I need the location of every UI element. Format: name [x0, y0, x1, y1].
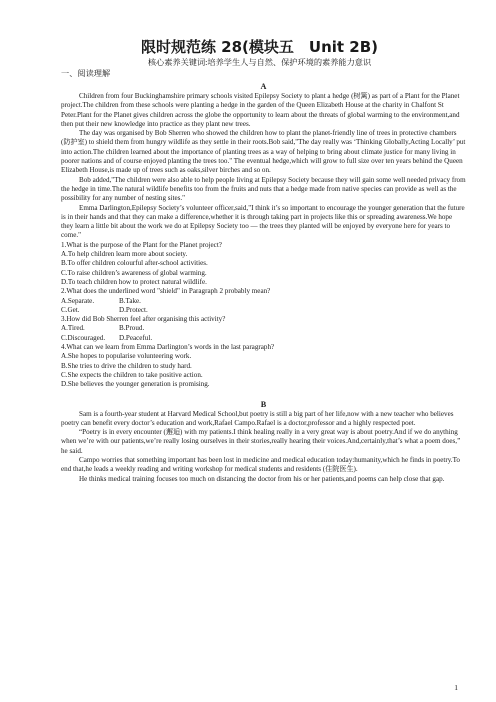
question-1-option-b: B.To offer children colourful after-school activities.	[61, 259, 208, 268]
question-2-option-d: D.Protect.	[119, 305, 148, 314]
question-4-option-c: C.She expects the children to take positive action.	[61, 370, 203, 379]
passage-a-para-1: Children from four Buckinghamshire primary schools visited Epilepsy Society to plant a hedge (树篱) as part of a Plant for the Planet project.The children from these schools were planting a hedge in the garden of the Queen Elizabeth House at the charity in Chalfont St Peter.Plant for the Planet gives children across the globe the opportunity to learn about the threats of global warming to the environment,and then put their new knowledge into practice as they plant new trees.	[61, 92, 460, 128]
passage-b-para-4: He thinks medical training focuses too much on distancing the doctor from his or her patients,and poems can help close that gap.	[79, 474, 445, 483]
question-1-option-a: A.To help children learn more about society.	[61, 250, 188, 259]
question-3: 3.How did Bob Sherren feel after organising this activity?	[61, 315, 226, 324]
question-1-option-d: D.To teach children how to protect natural wildlife.	[61, 277, 207, 286]
question-4-option-d: D.She believes the younger generation is promising.	[61, 380, 210, 389]
question-1: 1.What is the purpose of the Plant for the Planet project?	[61, 240, 222, 249]
question-3-option-b: B.Proud.	[119, 324, 145, 333]
question-3-options-row-1	[61, 324, 466, 333]
passage-a-para-3: Bob added,"The children were also able to help people living at Epilepsy Society because they will gain some well needed privacy from the hedge in time.The natural wildlife benefits too from the fruits and nuts that a hedge made from native species can provide as well as the possibility for any number of nesting sites."	[61, 175, 466, 203]
question-2-option-c: C.Get.	[61, 305, 80, 314]
question-2: 2.What does the underlined word "shield" in Paragraph 2 probably mean?	[61, 287, 271, 296]
question-4-option-a: A.She hopes to popularise volunteering work.	[61, 352, 192, 361]
question-3-options-row-2	[61, 334, 466, 343]
page-number: 1	[454, 683, 458, 692]
question-3-option-d: D.Peaceful.	[119, 333, 153, 342]
page-subtitle: 核心素养关键词:培养学生人与自然、保护环境的素养能力意识	[147, 58, 372, 67]
passage-b-label: B	[260, 399, 267, 409]
passage-b-para-3: Campo worries that something important has been lost in medicine and medical education today:humanity,which he finds in poetry.To end that,he leads a weekly reading and writing workshop for medical students and residents (住院医生).	[61, 455, 460, 474]
question-2-options-row-1	[61, 297, 466, 306]
question-1-option-c: C.To raise children’s awareness of global warming.	[61, 268, 207, 277]
question-3-option-c: C.Discouraged.	[61, 333, 106, 342]
question-2-option-b: B.Take.	[119, 296, 141, 305]
question-2-option-a: A.Separate.	[61, 296, 95, 305]
passage-b-para-2: “Poetry is in every encounter (邂逅) with my patients.I think healing really in a very great way is about poetry.And if we do anything when we’re with our patients,we’re really losing ourselves in their stories,really hearing their voices.And,certainly,that’s what a poem does,” he said.	[61, 428, 461, 455]
page-title: 限时规范练 28(模块五 Unit 2B)	[140, 38, 379, 56]
question-4-option-b: B.She tries to drive the children to study hard.	[61, 361, 192, 370]
question-2-options-row-2	[61, 306, 466, 315]
passage-a-para-4: Emma Darlington,Epilepsy Society’s volunteer officer,said,"I think it’s so important to encourage the younger generation that the future is in their hands and that they can make a difference,whether it is through taking part in projects like this or spreading awareness.We hope they learn a little bit about the work we do at Epilepsy Society too — the trees they planted will be enjoyed by everyone here for years to come."	[61, 203, 465, 240]
section-heading: 一、阅读理解	[61, 69, 111, 78]
passage-a-label: A	[260, 82, 267, 91]
passage-a-para-2: The day was organised by Bob Sherren who showed the children how to plant the planet-friendly line of trees in protective chambers (防护室) to shield them from hungry wildlife as they settle in their roots.Bob said,"The day really was ‘Thinking Globally,Acting Locally’ put into action.The children learned about the importance of planting trees as a way of helping to bring about climate justice for many living in poorer nations and of course enjoyed planting the trees too." The eventual hedge,which will grow to full size over ten years behind the Queen Elizabeth House,is made up of trees such as oaks,silver birches and so on.	[61, 129, 466, 175]
passage-b-para-1: Sam is a fourth-year student at Harvard Medical School,but poetry is still a big part of her life,now with a new teacher who believes poetry can benefit every doctor’s education and work,Rafael Campo.Rafael is a doctor,professor and a highly respected poet.	[61, 409, 454, 427]
question-4: 4.What can we learn from Emma Darlington’s words in the last paragraph?	[61, 343, 275, 352]
question-3-option-a: A.Tired.	[61, 324, 85, 333]
